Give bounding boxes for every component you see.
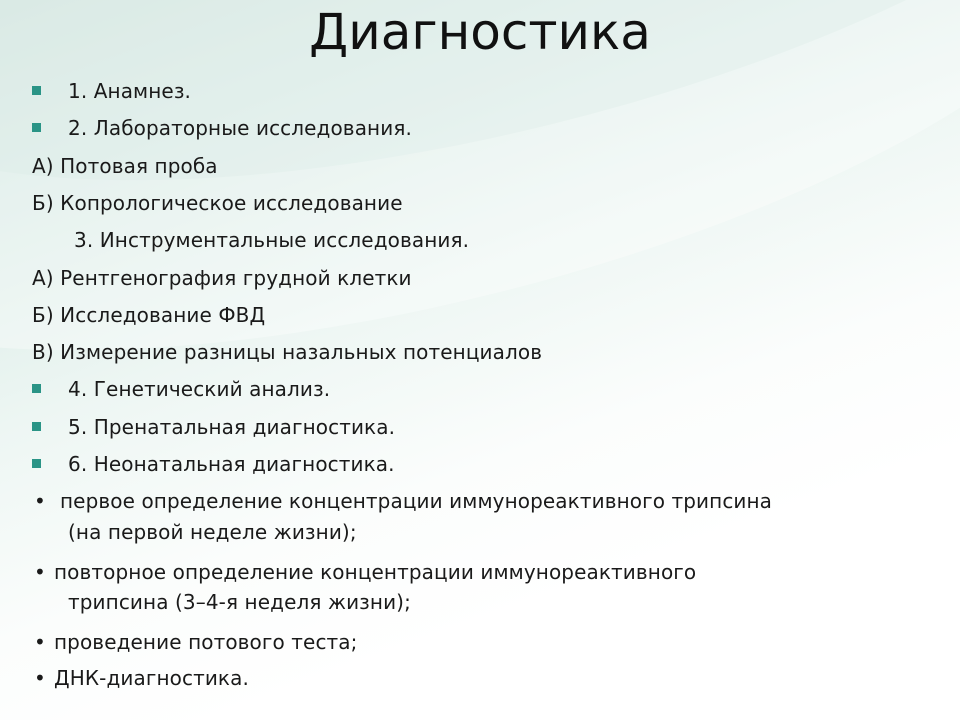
dot-bullet-icon: • — [34, 666, 46, 690]
square-bullet-icon — [32, 86, 41, 95]
list-item-text: 6. Неонатальная диагностика. — [68, 452, 395, 476]
square-bullet-icon — [32, 123, 41, 132]
list-item-continuation: трипсина (3–4-я неделя жизни); — [68, 590, 411, 614]
dot-bullet-icon: • — [34, 489, 46, 513]
list-item: 3. Инструментальные исследования. — [74, 228, 470, 252]
list-item-text: ДНК-диагностика. — [54, 666, 249, 690]
square-bullet-icon — [32, 384, 41, 393]
list-item: Б) Копрологическое исследование — [32, 191, 403, 215]
square-bullet-icon — [32, 459, 41, 468]
dot-bullet-icon: • — [34, 560, 46, 584]
list-item-text: 4. Генетический анализ. — [68, 377, 331, 401]
list-item-text: проведение потового теста; — [54, 630, 358, 654]
list-item-text: 5. Пренатальная диагностика. — [68, 415, 396, 439]
dot-bullet-icon: • — [34, 630, 46, 654]
list-item-text: первое определение концентрации иммунореактивного трипсина — [60, 489, 773, 513]
list-item-text: повторное определение концентрации иммунореактивного — [54, 560, 697, 584]
list-item-text: 1. Анамнез. — [68, 79, 192, 103]
list-item: А) Рентгенография грудной клетки — [32, 266, 412, 290]
list-item: А) Потовая проба — [32, 154, 218, 178]
list-item-continuation: (на первой неделе жизни); — [68, 520, 357, 544]
list-item-text: 2. Лабораторные исследования. — [68, 116, 412, 140]
square-bullet-icon — [32, 422, 41, 431]
list-item: Б) Исследование ФВД — [32, 303, 266, 327]
slide-title: Диагностика — [309, 3, 651, 61]
list-item: В) Измерение разницы назальных потенциалов — [32, 340, 543, 364]
